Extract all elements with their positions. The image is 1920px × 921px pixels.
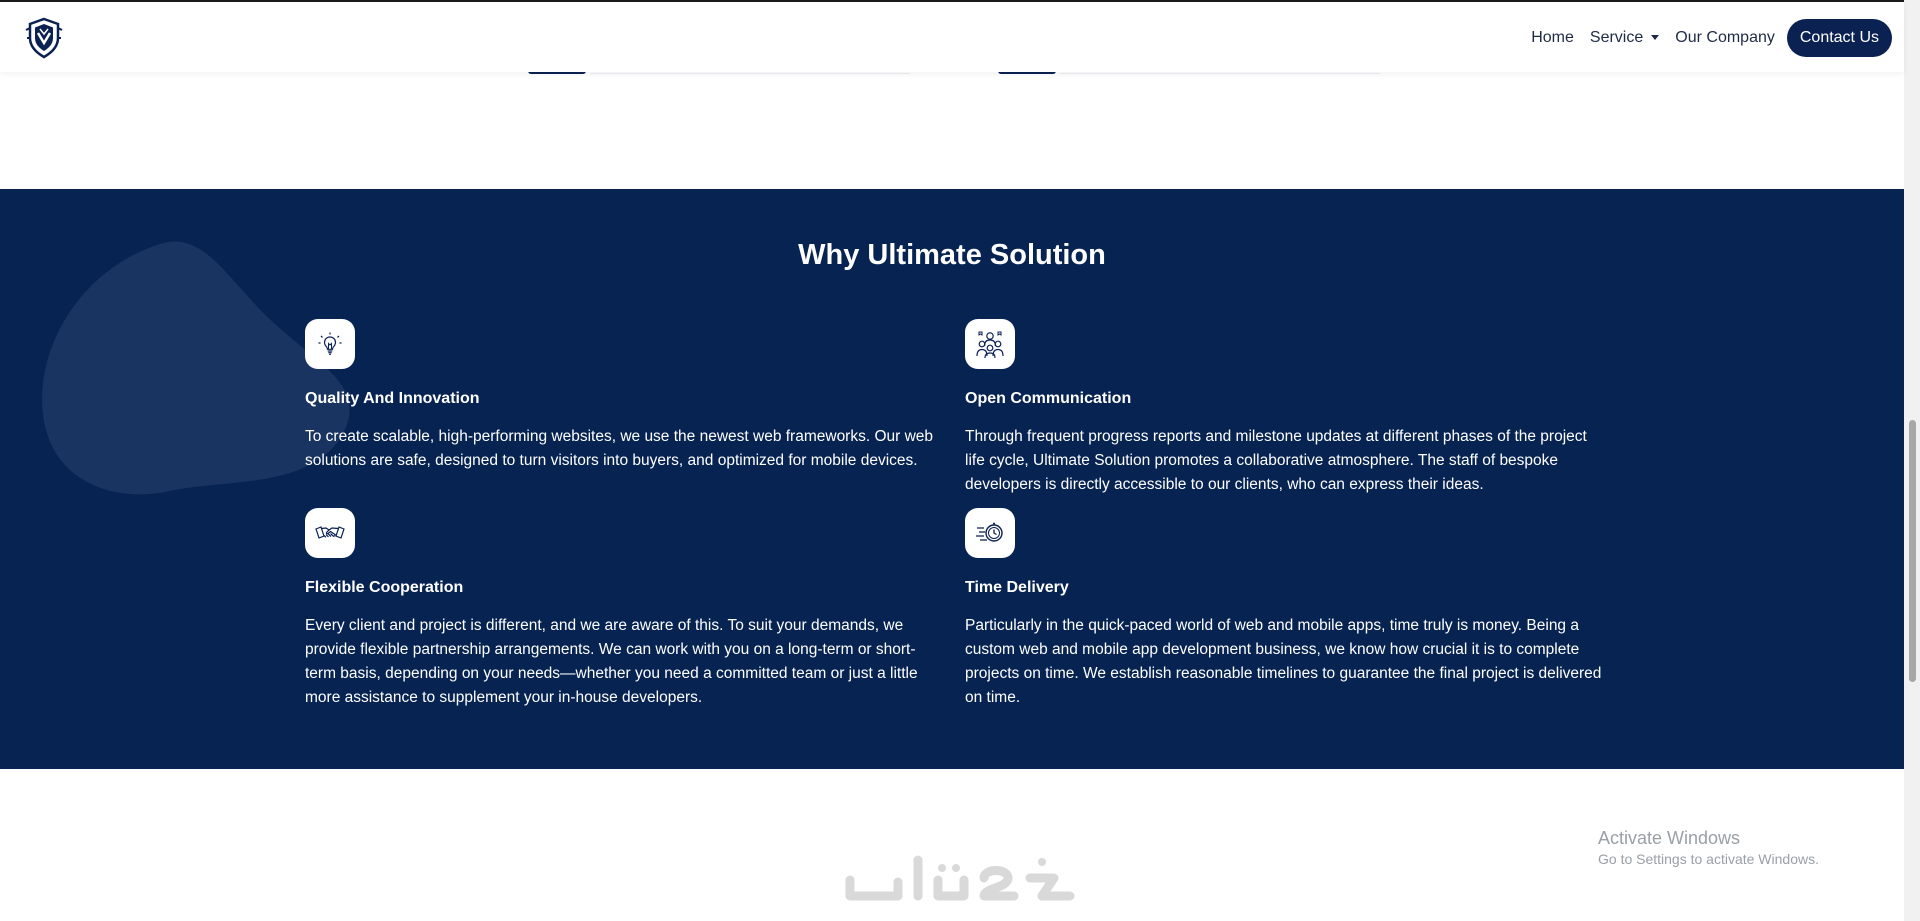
nav-service-dropdown[interactable] bbox=[1582, 29, 1667, 47]
shield-crest-logo[interactable] bbox=[22, 16, 66, 60]
nav-home-link[interactable]: Home bbox=[1531, 29, 1574, 46]
lightbulb-icon bbox=[305, 319, 355, 369]
feature-title: Open Communication bbox=[965, 390, 1132, 407]
handshake-icon bbox=[305, 508, 355, 558]
chevron-down-icon bbox=[1651, 35, 1659, 40]
page-scrollbar[interactable] bbox=[1904, 0, 1920, 921]
previous-section-card-edge bbox=[1060, 73, 1380, 74]
feature-description: Through frequent progress reports and milestone updates at different phases of the project life cycle, Ultimate Solution promotes a collaborative atmosphere. The staff of bespoke developers is directly accessible to our clients, who can express their ideas. bbox=[965, 428, 1587, 493]
nav-links bbox=[1523, 19, 1892, 57]
activation-title: Activate Windows bbox=[1598, 828, 1741, 848]
feature-description: To create scalable, high-performing websites, we use the newest web frameworks. Our web solutions are safe, designed to turn visitors into buyers, and optimized for mobile devices. bbox=[305, 428, 934, 469]
previous-section-card-edge bbox=[590, 73, 910, 74]
why-section bbox=[0, 189, 1904, 769]
feature-description: Particularly in the quick-paced world of web and mobile apps, time truly is money. Being a custom web and mobile app development business, we know how crucial it is to complete projects on time. We establish reasonable timelines to guarantee the final project is delivered on time. bbox=[965, 617, 1602, 706]
nav-service-label: Service bbox=[1589, 29, 1644, 46]
scrollbar-thumb[interactable] bbox=[1909, 420, 1916, 682]
windows-activation-notice bbox=[1598, 828, 1819, 867]
nav-company-link[interactable]: Our Company bbox=[1675, 29, 1775, 46]
feature-card-communication bbox=[965, 319, 1605, 497]
section-title: Why Ultimate Solution bbox=[798, 239, 1106, 271]
contact-us-button[interactable]: Contact Us bbox=[1787, 19, 1892, 57]
feature-title: Flexible Cooperation bbox=[305, 579, 464, 596]
feature-card-cooperation bbox=[305, 508, 945, 710]
feature-card-delivery bbox=[965, 508, 1605, 710]
feature-title: Quality And Innovation bbox=[305, 390, 480, 407]
feature-title: Time Delivery bbox=[965, 579, 1069, 596]
activation-subtitle: Go to Settings to activate Windows. bbox=[1598, 851, 1819, 867]
feature-description: Every client and project is different, and we are aware of this. To suit your demands, we provide flexible partnership arrangements. We can work with you on a long-term or short-term basis, depending on your needs—whether you need a committed team or just a little more assistance to supplement your in-house developers. bbox=[305, 617, 918, 706]
navbar bbox=[0, 2, 1904, 72]
khamsat-watermark-logo bbox=[842, 850, 1078, 906]
fast-clock-icon bbox=[965, 508, 1015, 558]
feature-card-quality bbox=[305, 319, 945, 473]
team-icon bbox=[965, 319, 1015, 369]
